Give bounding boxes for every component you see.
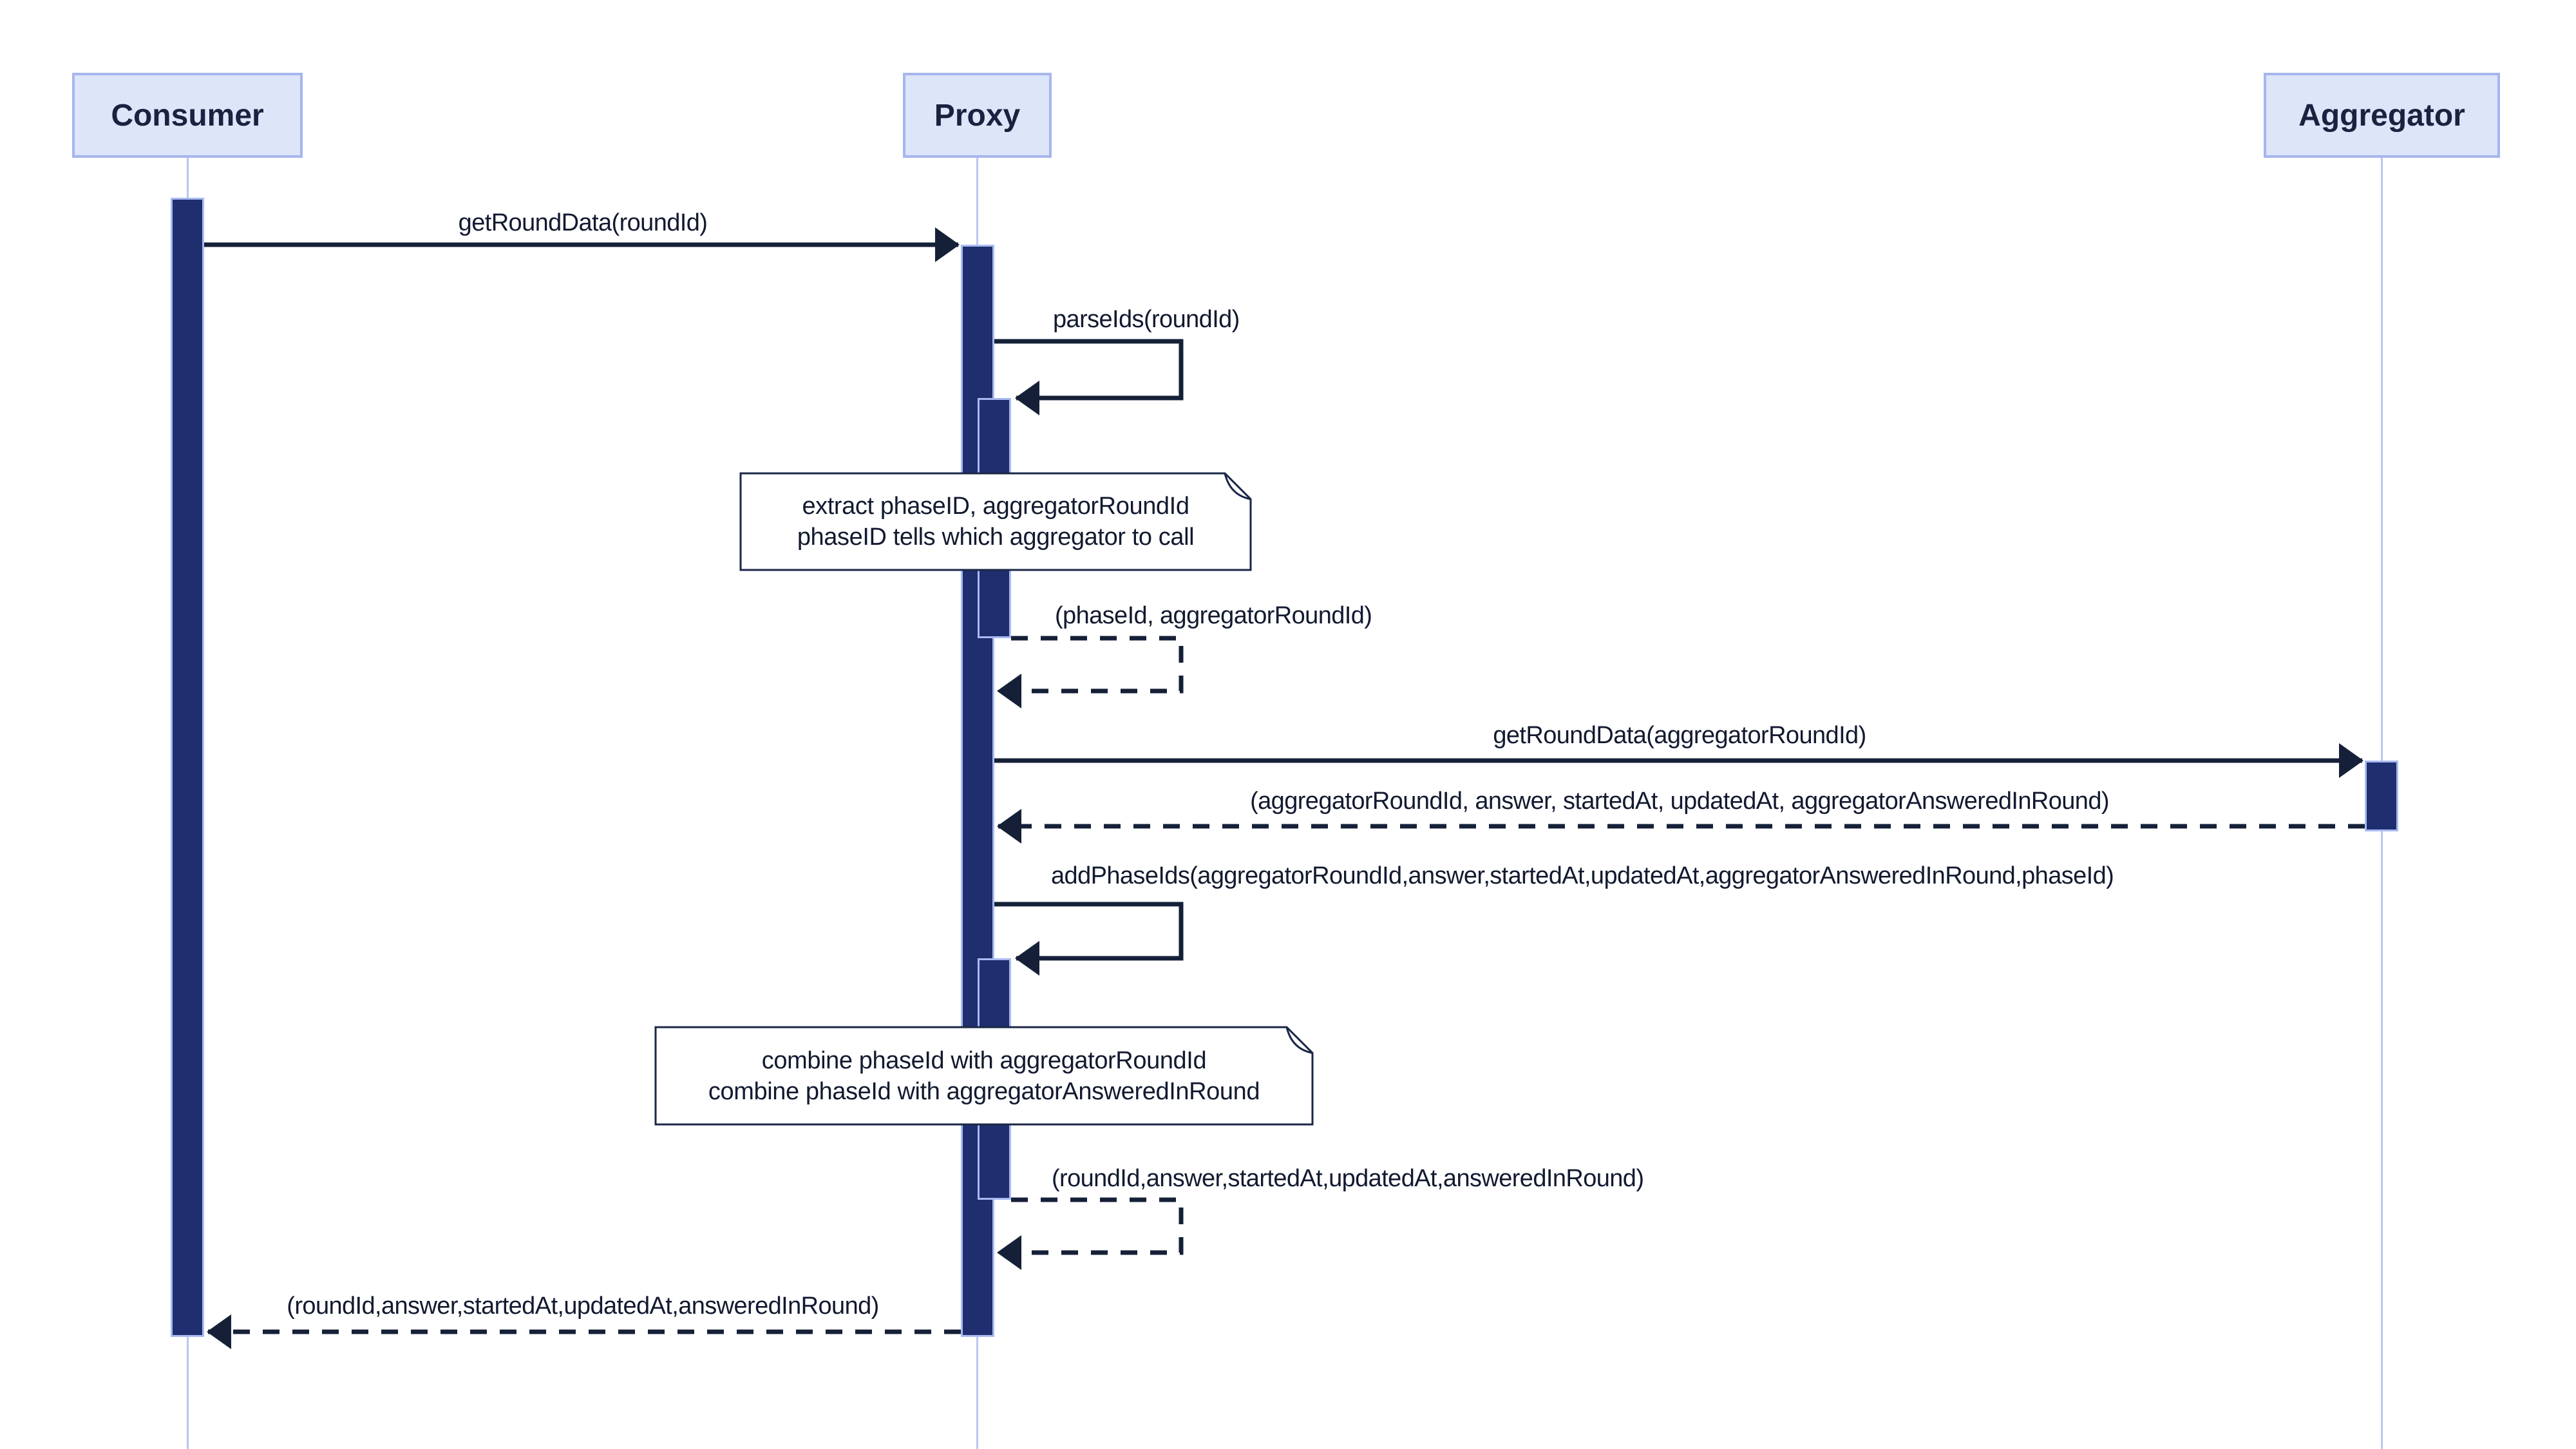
note-line: phaseID tells which aggregator to call (797, 524, 1195, 551)
note-extract-phase-text (739, 472, 1252, 571)
message-label-getRoundData: getRoundData(roundId) (458, 209, 708, 236)
message-label-aggregator-return: (aggregatorRoundId, answer, startedAt, updatedAt, aggregatorAnsweredInRound) (1250, 788, 2109, 815)
message-label-final-return: (roundId,answer,startedAt,updatedAt,answeredInRound) (287, 1293, 879, 1320)
note-extract-phase (739, 472, 1252, 571)
participant-aggregator-label: Aggregator (2298, 98, 2465, 133)
message-label-getRoundData-aggregator: getRoundData(aggregatorRoundId) (1493, 722, 1866, 749)
participant-consumer-label: Consumer (111, 98, 264, 133)
note-line: combine phaseId with aggregatorAnsweredInRound (708, 1077, 1260, 1105)
message-label-addPhaseIds: addPhaseIds(aggregatorRoundId,answer,startedAt,updatedAt,aggregatorAnsweredInRound,phaseId) (1051, 862, 2114, 889)
arrow-return-roundId-self (998, 1200, 1181, 1253)
note-combine-phase (654, 1026, 1314, 1126)
note-line: extract phaseID, aggregatorRoundId (802, 493, 1189, 520)
note-combine-phase-text (654, 1026, 1314, 1126)
arrow-return-phaseId-self (998, 638, 1181, 691)
message-label-parseIds: parseIds(roundId) (1053, 306, 1240, 333)
note-line: combine phaseId with aggregatorRoundId (761, 1046, 1207, 1074)
arrow-parseIds-self (994, 341, 1181, 398)
participant-proxy-label: Proxy (934, 98, 1021, 133)
message-label-roundId-self-return: (roundId,answer,startedAt,updatedAt,answeredInRound) (1052, 1165, 1644, 1192)
message-label-phaseId-return: (phaseId, aggregatorRoundId) (1055, 602, 1372, 629)
arrow-addPhaseIds-self (994, 904, 1181, 958)
